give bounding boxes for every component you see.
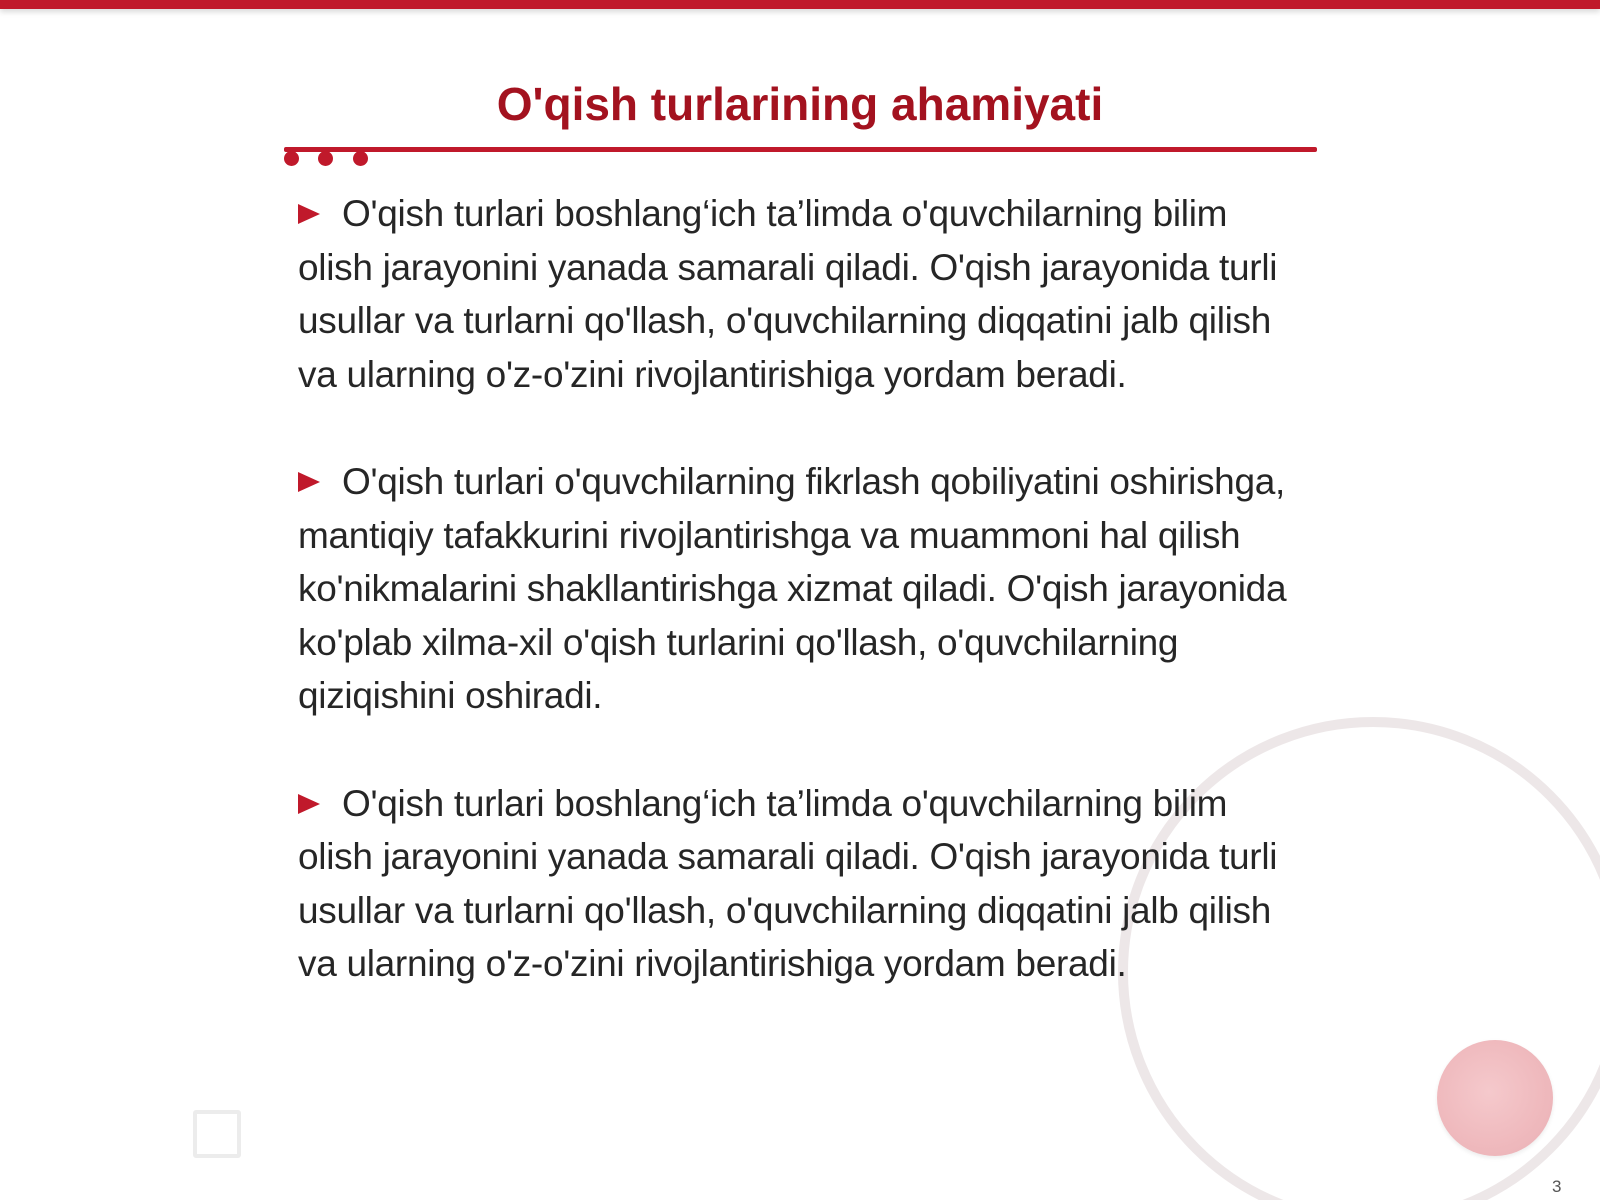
paragraph-3-text: O'qish turlari boshlang‘ich ta’limda o'quvchilarning bilim olish jarayonini yanada samarali qiladi. O'qish jarayonida turli usullar va turlarni qo'llash, o'quvchilarning diqqatini jalb qilish va ularning o'z-o'zini rivojlantirishiga yordam beradi. [298, 782, 1278, 984]
paragraph-1 [298, 187, 1298, 401]
decorative-square [193, 1110, 241, 1158]
paragraph-1-text: O'qish turlari boshlang‘ich ta’limda o'quvchilarning bilim olish jarayonini yanada samarali qiladi. O'qish jarayonida turli usullar va turlarni qo'llash, o'quvchilarning diqqatini jalb qilish va ularning o'z-o'zini rivojlantirishiga yordam beradi. [298, 193, 1278, 395]
top-accent-bar [0, 0, 1600, 9]
title-underline [284, 147, 1317, 152]
slide-body [298, 187, 1298, 1045]
title-dot-2 [318, 151, 333, 166]
page-number: 3 [1552, 1177, 1562, 1196]
triangle-bullet-icon [298, 204, 320, 224]
title-dot-3 [353, 151, 368, 166]
paragraph-2-text: O'qish turlari o'quvchilarning fikrlash qobiliyatini oshirishga, mantiqiy tafakkurini rivojlantirishga va muammoni hal qilish ko'nikmalarini shakllantirishga xizmat qiladi. O'qish jarayonida ko'plab xilma-xil o'qish turlarini qo'llash, o'quvchilarning qiziqishini oshiradi. [298, 461, 1287, 716]
title-dot-1 [284, 151, 299, 166]
paragraph-2 [298, 455, 1298, 723]
triangle-bullet-icon [298, 794, 320, 814]
paragraph-3 [298, 777, 1298, 991]
slide-title: O'qish turlarining ahamiyati [496, 78, 1104, 130]
decorative-pink-circle [1437, 1040, 1553, 1156]
triangle-bullet-icon [298, 472, 320, 492]
